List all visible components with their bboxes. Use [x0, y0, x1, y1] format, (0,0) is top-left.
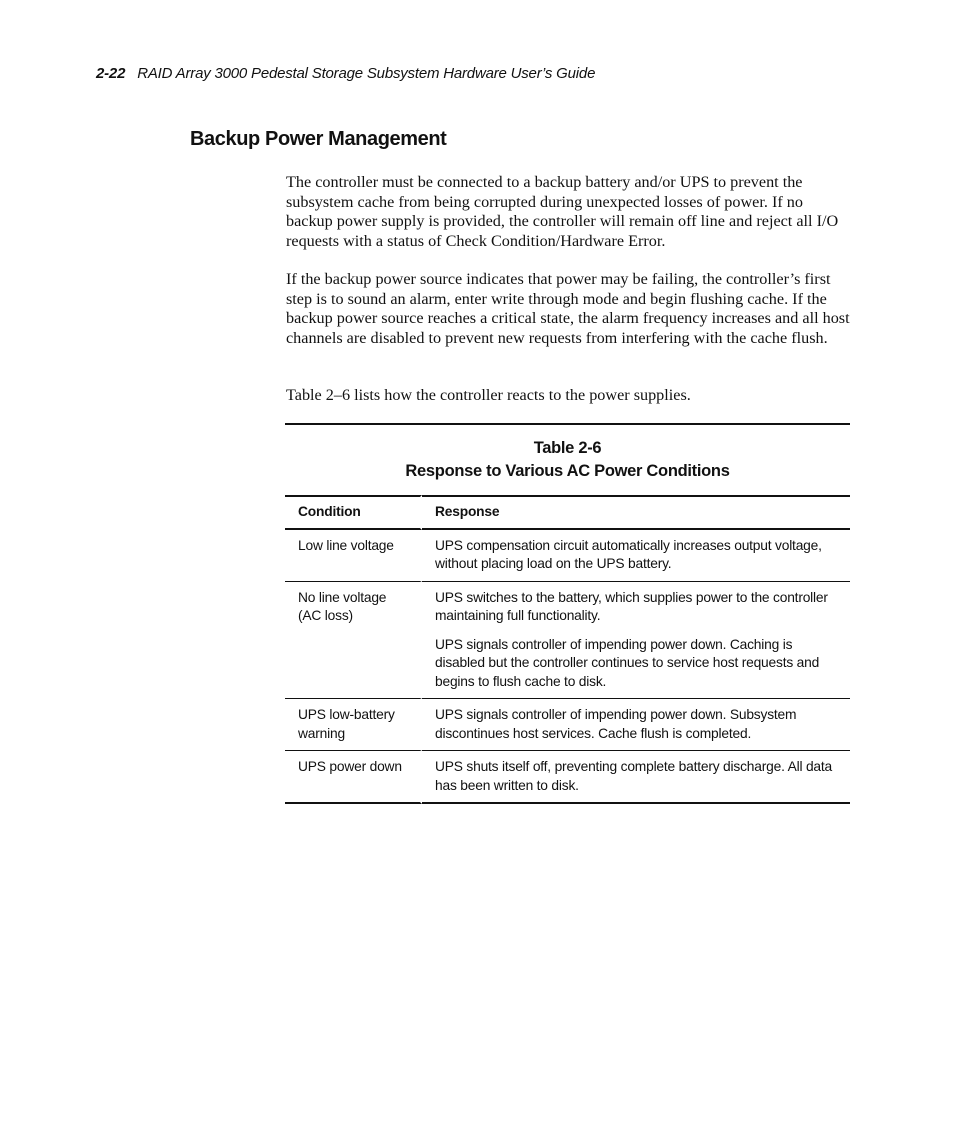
response-text: UPS shuts itself off, preventing complete battery discharge. All data has been written to disk.	[435, 759, 833, 793]
section-title: Backup Power Management	[190, 128, 447, 150]
column-header-condition: Condition	[285, 495, 422, 530]
response-text: UPS switches to the battery, which supplies power to the controller maintaining full functionality.	[435, 589, 828, 623]
condition-cell: Low line voltage	[285, 530, 422, 582]
condition-cell: UPS low-battery warning	[285, 699, 422, 751]
condition-cell: No line voltage (AC loss)	[285, 582, 422, 700]
table-row	[285, 699, 850, 751]
body-paragraph: The controller must be connected to a backup battery and/or UPS to prevent the subsystem cache from being corrupted during unexpected losses of power. If no backup power supply is provided, the controller will remain off line and reject all I/O requests with a status of Check Condition/Hardware Error.	[286, 173, 839, 250]
response-text: UPS compensation circuit automatically increases output voltage, without placing load on the UPS battery.	[435, 537, 822, 571]
table-caption	[285, 425, 850, 495]
power-conditions-table	[285, 495, 850, 804]
body-paragraph: If the backup power source indicates that power may be failing, the controller’s first step is to sound an alarm, enter write through mode and begin flushing cache. If the backup power source reaches a critical state, the alarm frequency increases and all host channels are disabled to prevent new requests from interfering with the cache flush.	[286, 270, 850, 347]
table-title: Response to Various AC Power Conditions	[405, 462, 730, 480]
response-cell	[422, 699, 850, 751]
column-header-response: Response	[422, 495, 850, 530]
body-paragraph: Table 2–6 lists how the controller reacts to the power supplies.	[286, 386, 691, 404]
table-number: Table 2-6	[533, 439, 602, 457]
response-cell	[422, 530, 850, 582]
table-header-row	[285, 495, 850, 530]
guide-title: RAID Array 3000 Pedestal Storage Subsystem Hardware User’s Guide	[137, 65, 596, 82]
table-row	[285, 751, 850, 804]
response-text: UPS signals controller of impending power down. Caching is disabled but the controller continues to service host requests and begins to flush cache to disk.	[435, 636, 820, 689]
running-header	[96, 65, 595, 82]
response-text: UPS signals controller of impending power down. Subsystem discontinues host services. Cache flush is completed.	[435, 707, 797, 741]
response-cell	[422, 751, 850, 804]
table-row	[285, 530, 850, 582]
page-number: 2-22	[96, 65, 126, 82]
table-row	[285, 582, 850, 700]
condition-cell: UPS power down	[285, 751, 422, 804]
power-conditions-table-block	[285, 423, 850, 804]
response-cell	[422, 582, 850, 700]
